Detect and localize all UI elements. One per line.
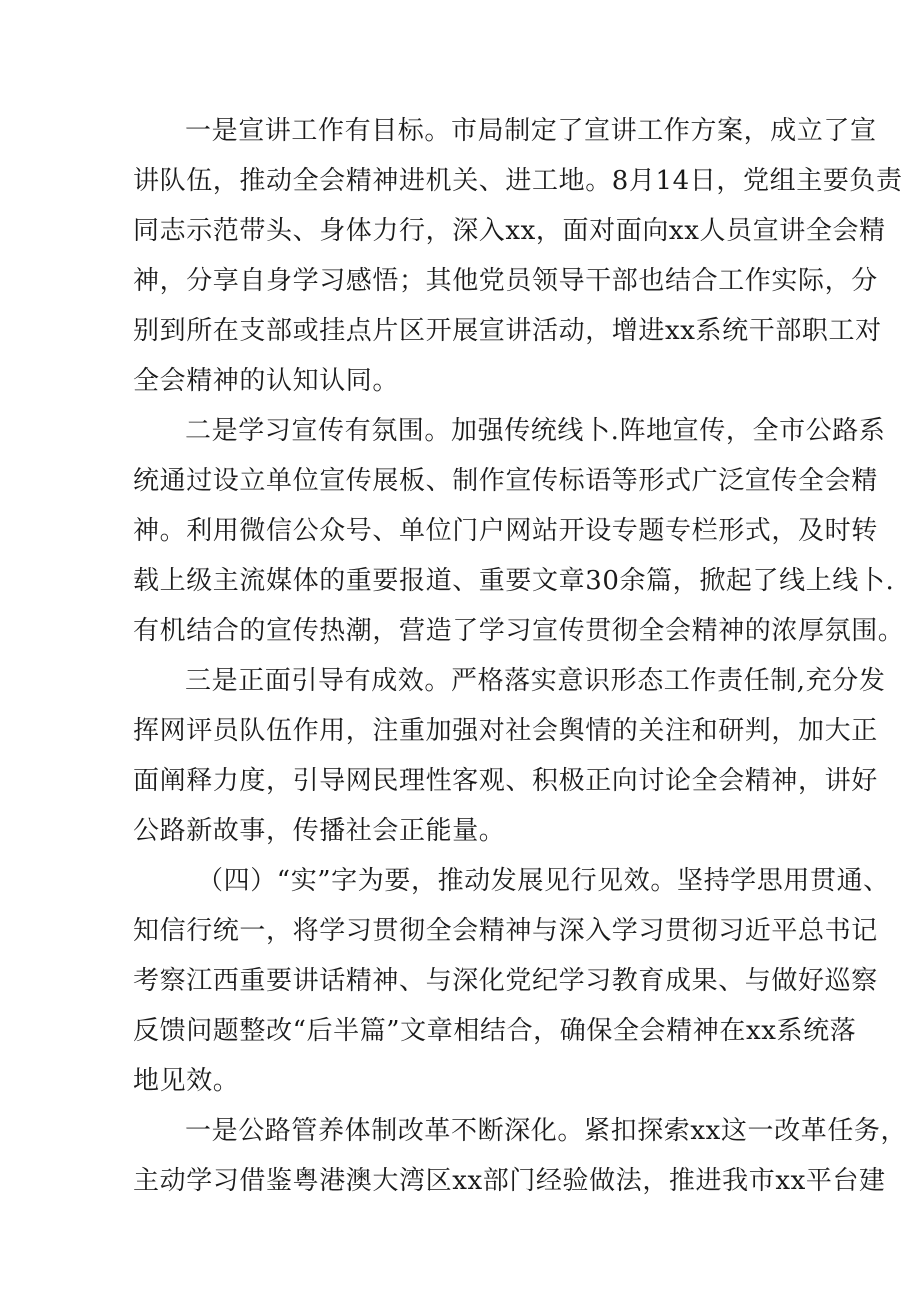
text-line: （四）“实”字为要，推动发展见行见效。坚持学思用贯通、 (197, 866, 890, 896)
text-line: 神。利用微信公众号、单位门户网站开设专题专栏形式，及时转 (133, 516, 878, 546)
text-line: 讲队伍，推动全会精神进机关、进工地。8月14日，党组主要负责 (133, 166, 903, 196)
text-line: 一是宣讲工作有目标。市局制定了宣讲工作方案，成立了宣 (185, 116, 877, 146)
text-line: 三是正面引导有成效。严格落实意识形态工作责任制,充分发 (185, 666, 886, 696)
text-line: 面阐释力度，引导网民理性客观、积极正向讨论全会精神，讲好 (133, 766, 878, 796)
text-line: 别到所在支部或挂点片区开展宣讲活动，增进xx系统干部职工对 (133, 316, 882, 346)
text-line: 二是学习宣传有氛围。加强传统线卜.阵地宣传，全市公路系 (185, 416, 886, 446)
text-line: 反馈问题整改“后半篇”文章相结合，确保全会精神在xx系统落 (133, 1016, 857, 1046)
text-line: 全会精神的认知认同。 (133, 366, 400, 396)
text-line: 考察江西重要讲话精神、与深化党纪学习教育成果、与做好巡察 (133, 966, 878, 996)
text-line: 载上级主流媒体的重要报道、重要文章30余篇，掀起了线上线卜. (133, 566, 895, 596)
text-line: 知信行统一，将学习贯彻全会精神与深入学习贯彻习近平总书记 (133, 916, 878, 946)
text-line: 挥网评员队伍作用，注重加强对社会舆情的关注和研判，加大正 (133, 716, 878, 746)
text-line: 地见效。 (133, 1066, 240, 1096)
text-line: 同志示范带头、身体力行，深入xx，面对面向xx人员宣讲全会精 (133, 216, 886, 246)
text-line: 有机结合的宣传热潮，营造了学习宣传贯彻全会精神的浓厚氛围。 (133, 616, 905, 646)
text-line: 公路新故事，传播社会正能量。 (133, 816, 506, 846)
text-line: 神，分享自身学习感悟；其他党员领导干部也结合工作实际，分 (133, 266, 878, 296)
text-line: 主动学习借鉴粤港澳大湾区xx部门经验做法，推进我市xx平台建 (133, 1166, 886, 1196)
text-line: 统通过设立单位宣传展板、制作宣传标语等形式广泛宣传全会精 (133, 466, 878, 496)
text-line: 一是公路管养体制改革不断深化。紧扣探索xx这一改革任务， (185, 1116, 908, 1146)
